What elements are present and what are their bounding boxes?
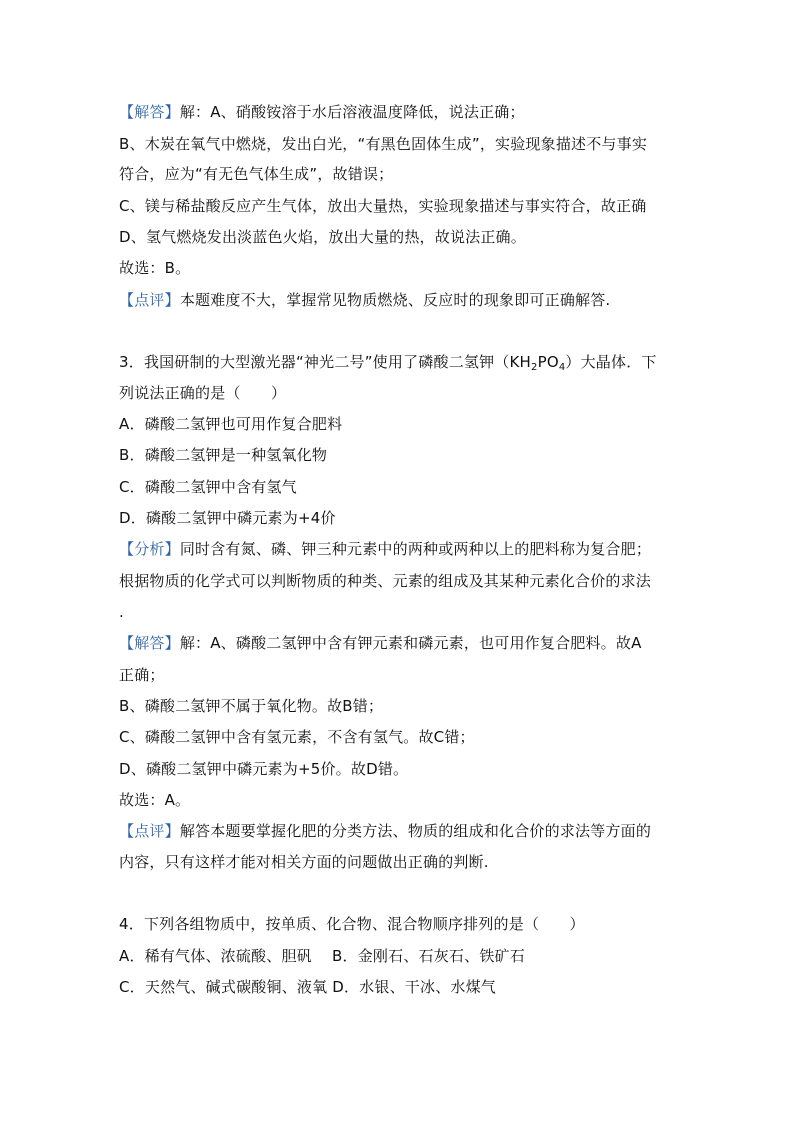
q3-comment-line-2: 内容，只有这样才能对相关方面的问题做出正确的判断. — [119, 853, 489, 871]
answer-text: 解：A、硝酸铵溶于水后溶液温度降低，说法正确； — [179, 103, 525, 121]
answer-line-5: D、氢气燃烧发出淡蓝色火焰，放出大量的热，故说法正确。 — [119, 228, 526, 246]
answer-choice: 故选：B。 — [119, 259, 191, 277]
q3-comment-line-1 — [119, 821, 679, 841]
answer-line-4: C、镁与稀盐酸反应产生气体，放出大量热，实验现象描述与事实符合，故正确 — [119, 197, 647, 215]
answer-text: 解：A、磷酸二氢钾中含有钾元素和磷元素，也可用作复合肥料。故A — [179, 634, 642, 652]
comment-tag: 【点评】 — [119, 822, 180, 840]
q3-option-d: D．磷酸二氢钾中磷元素为+4价 — [119, 509, 336, 527]
comment-text: 解答本题要掌握化肥的分类方法、物质的组成和化合价的求法等方面的 — [179, 822, 652, 840]
q3-stem-line-2: 列说法正确的是（ ） — [119, 384, 287, 402]
q3-analysis-line-3: . — [119, 603, 124, 621]
q3-stem-text: 3．我国研制的大型激光器“神光二号”使用了磷酸二氢钾（KH — [119, 353, 532, 371]
q3-answer-line-5: D、磷酸二氢钾中磷元素为+5价。故D错。 — [119, 760, 409, 778]
analysis-text: 同时含有氮、磷、钾三种元素中的两种或两种以上的肥料称为复合肥； — [179, 540, 652, 558]
answer-tag: 【解答】 — [119, 103, 180, 121]
q3-analysis-line-1 — [119, 539, 679, 559]
comment-line — [119, 290, 679, 310]
subscript-4: 4 — [558, 362, 566, 373]
answer-tag: 【解答】 — [119, 634, 180, 652]
q4-options-ab: A．稀有气体、浓硫酸、胆矾 B．金刚石、石灰石、铁矿石 — [119, 947, 525, 965]
answer-line-1 — [119, 102, 679, 122]
q3-option-a: A．磷酸二氢钾也可用作复合肥料 — [119, 415, 343, 433]
q3-option-c: C．磷酸二氢钾中含有氢气 — [119, 478, 297, 496]
q3-analysis-line-2: 根据物质的化学式可以判断物质的种类、元素的组成及其某种元素化合价的求法 — [119, 572, 652, 590]
q3-answer-line-4: C、磷酸二氢钾中含有氢元素，不含有氢气。故C错； — [119, 728, 475, 746]
q3-answer-line-3: B、磷酸二氢钾不属于氧化物。故B错； — [119, 697, 384, 715]
q3-answer-line-1 — [119, 633, 679, 653]
comment-tag: 【点评】 — [119, 291, 180, 309]
formula-po: PO — [537, 353, 559, 371]
q3-answer-line-2: 正确； — [119, 666, 165, 684]
q3-option-b: B．磷酸二氢钾是一种氢氧化物 — [119, 446, 328, 464]
answer-line-3: 符合，应为“有无色气体生成”，故错误； — [119, 165, 394, 183]
q3-stem-line-1 — [119, 352, 679, 372]
q3-stem-text-end: ）大晶体．下 — [565, 353, 657, 371]
q4-stem: 4．下列各组物质中，按单质、化合物、混合物顺序排列的是（ ） — [119, 915, 585, 933]
q3-answer-choice: 故选：A。 — [119, 791, 191, 809]
answer-line-2: B、木炭在氧气中燃烧，发出白光，“有黑色固体生成”，实验现象描述不与事实 — [119, 135, 648, 153]
comment-text: 本题难度不大，掌握常见物质燃烧、反应时的现象即可正确解答. — [179, 291, 611, 309]
subscript-2: 2 — [531, 362, 538, 373]
q4-options-cd: C．天然气、碱式碳酸铜、液氧 D．水银、干冰、水煤气 — [119, 978, 496, 996]
analysis-tag: 【分析】 — [119, 540, 180, 558]
